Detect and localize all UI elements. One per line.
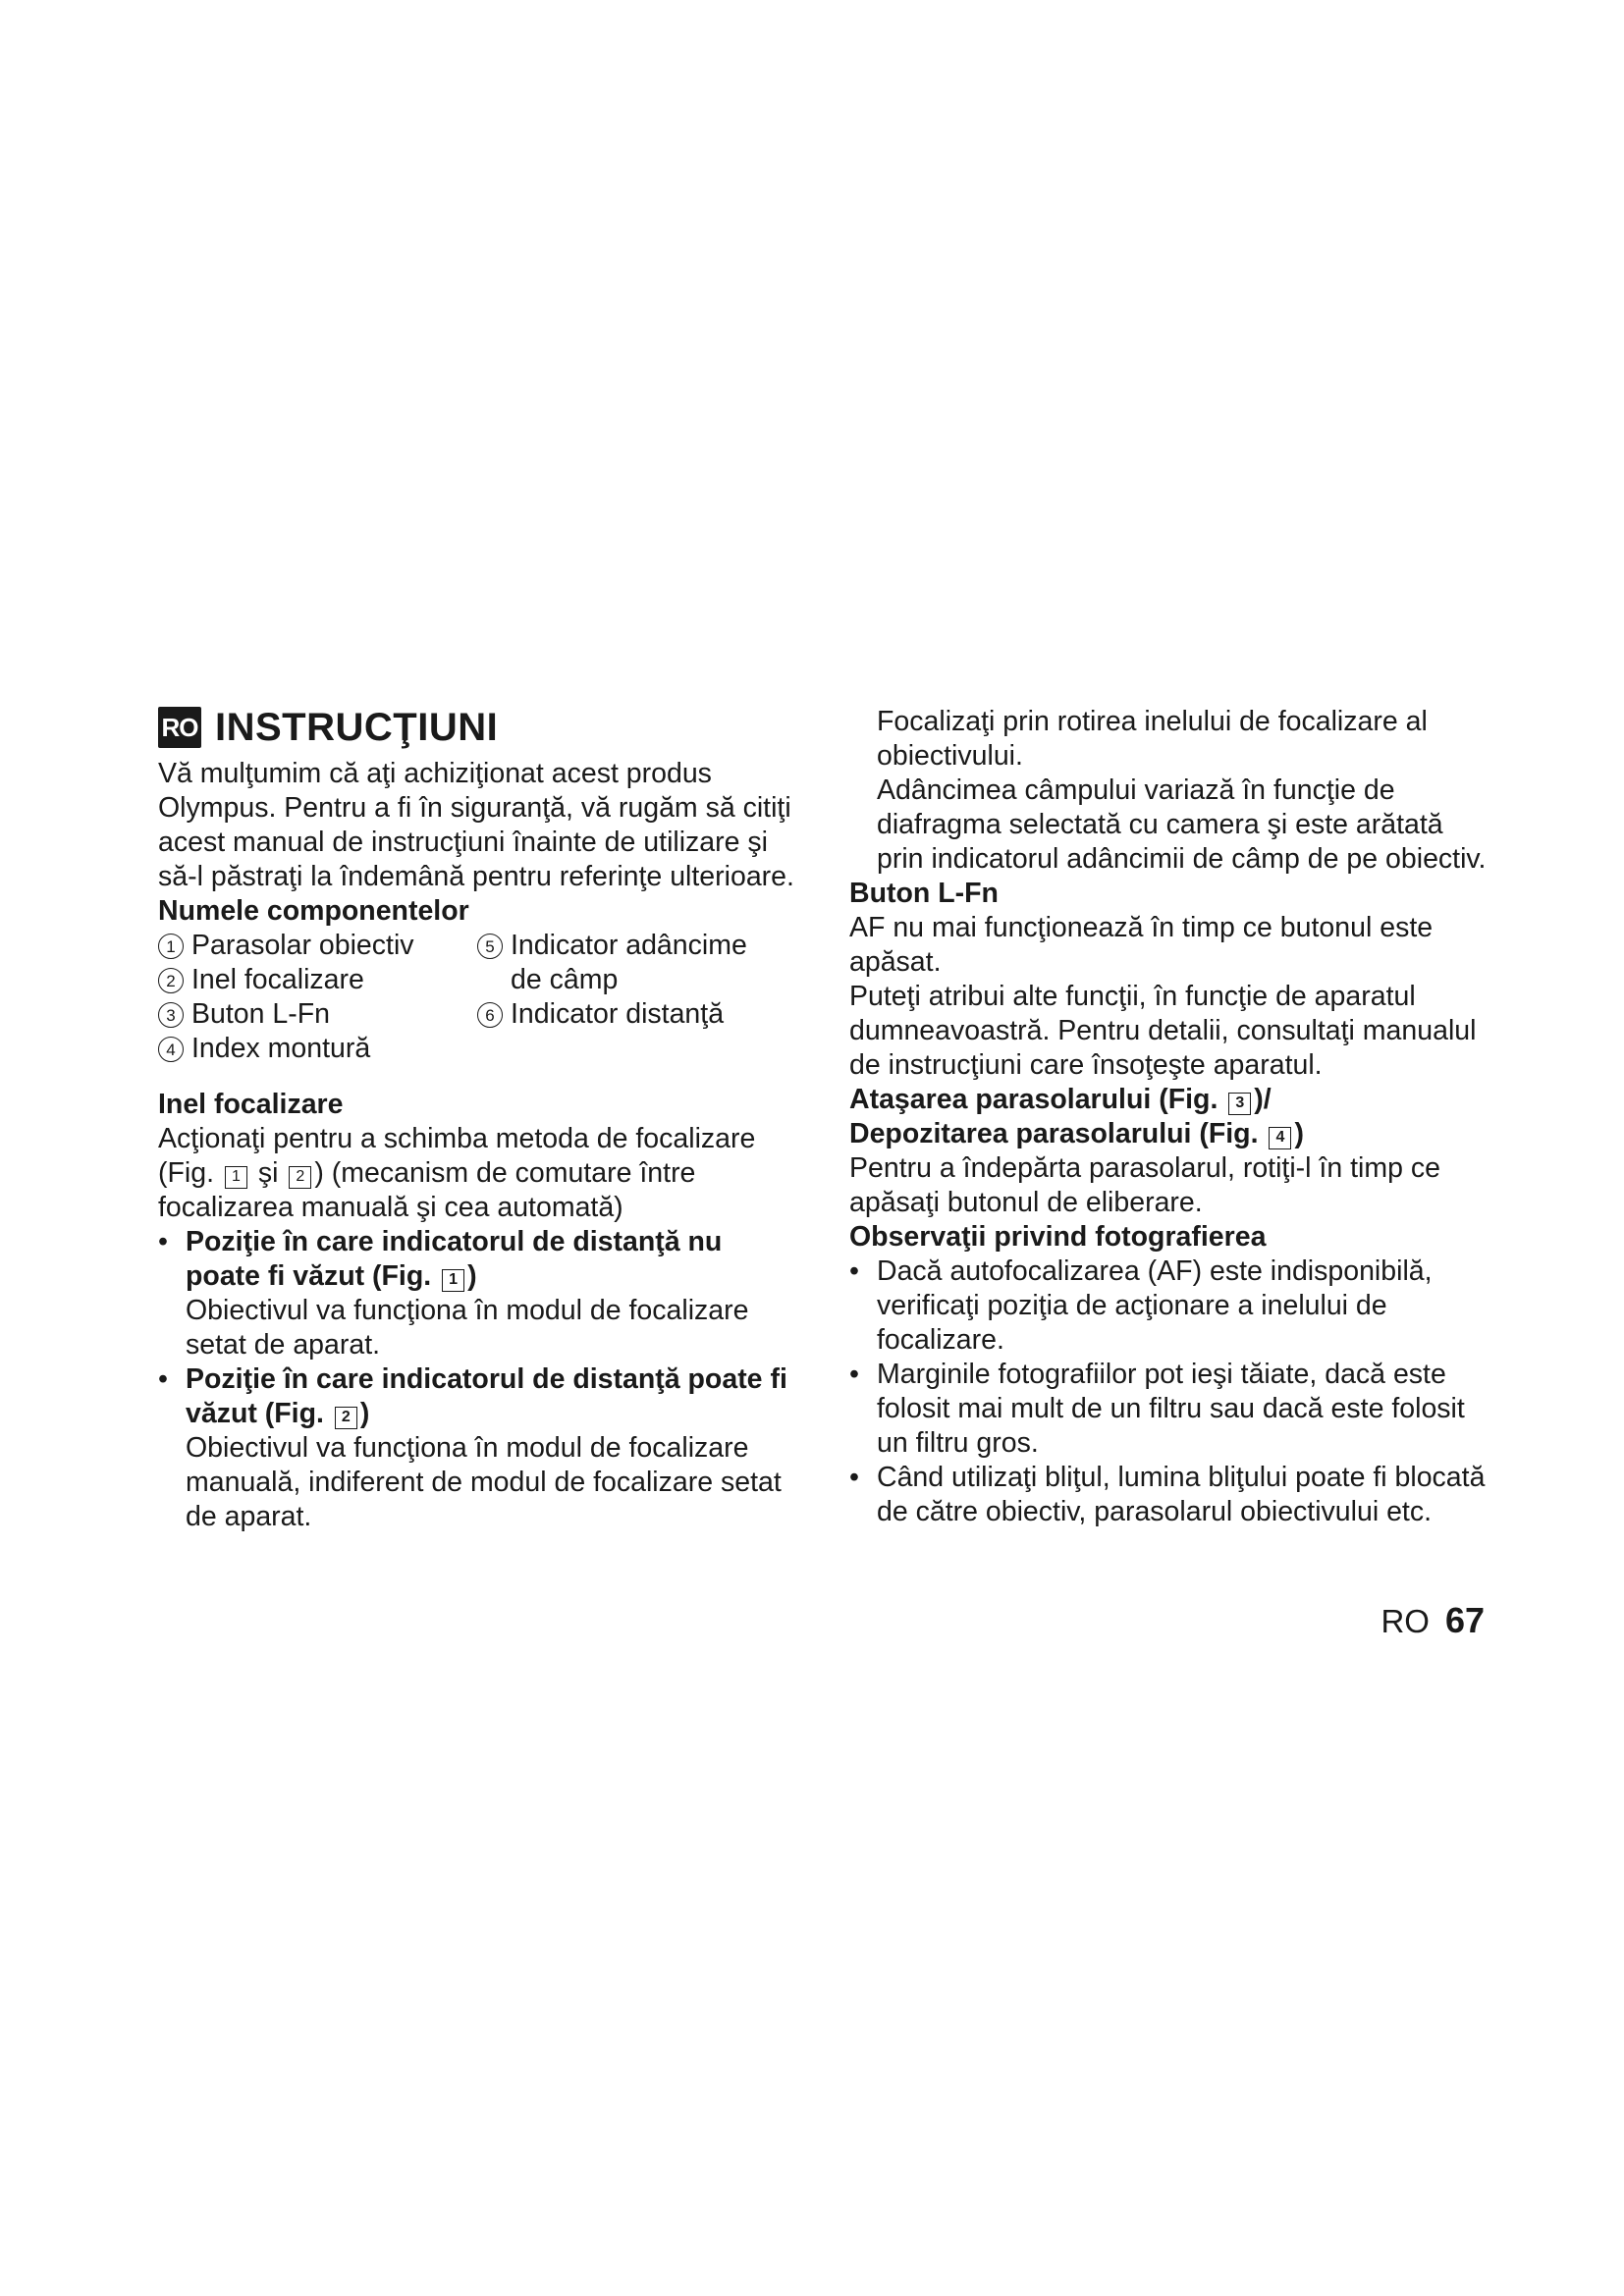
hood-heading-store-text: Depozitarea parasolarului (Fig. xyxy=(849,1118,1259,1149)
note-text-3: Când utilizaţi bliţul, lumina bliţului poate fi blocată de către obiectiv, parasolarul obiectivului etc. xyxy=(877,1462,1486,1527)
focus-ring-heading: Inel focalizare xyxy=(158,1089,344,1120)
bullet-dot: • xyxy=(849,1359,859,1390)
section-title-row xyxy=(158,702,796,753)
hood-heading-store xyxy=(849,1117,1488,1151)
focus-bullet-2-title-end: ) xyxy=(359,1398,370,1429)
component-label-4: Index montură xyxy=(191,1033,371,1064)
component-label-2: Inel focalizare xyxy=(191,964,364,995)
focus-bullet-1-body: Obiectivul va funcţiona în modul de focalizare setat de aparat. xyxy=(186,1295,749,1361)
focus-bullet-1 xyxy=(158,1225,796,1362)
page-number-value: 67 xyxy=(1444,1600,1485,1640)
focus-ring-and: şi xyxy=(257,1157,279,1189)
page-title: INSTRUCŢIUNI xyxy=(215,705,499,749)
lfn-paragraph-2: Puteţi atribui alte funcţii, în funcţie de aparatul dumneavoastră. Pentru detalii, consultaţi manualul de instrucţiuni care însoţeşte aparatul. xyxy=(849,981,1477,1081)
lfn-paragraph-1: AF nu mai funcţionează în timp ce butonul este apăsat. xyxy=(849,912,1434,978)
components-list xyxy=(158,929,796,1066)
hood-heading-attach-text: Ataşarea parasolarului (Fig. xyxy=(849,1084,1218,1115)
figure-ref-2: 2 xyxy=(289,1166,311,1189)
focus-continued xyxy=(849,705,1488,877)
hood-heading-attach xyxy=(849,1083,1488,1117)
note-item-2 xyxy=(849,1358,1488,1461)
hood-heading-attach-end: )/ xyxy=(1254,1084,1272,1115)
note-item-3 xyxy=(849,1461,1488,1529)
page-lang-code: RO xyxy=(1380,1603,1430,1639)
figure-ref-3: 3 xyxy=(1228,1093,1251,1115)
lfn-heading: Buton L-Fn xyxy=(849,878,999,909)
bullet-dot: • xyxy=(158,1226,168,1257)
hood-heading-store-end: ) xyxy=(1294,1118,1304,1149)
component-label-6: Indicator distanţă xyxy=(511,998,725,1030)
focus-continued-1: Focalizaţi prin rotirea inelului de focalizare al obiectivului. xyxy=(877,706,1428,772)
callout-number-2: 2 xyxy=(158,968,184,993)
right-column xyxy=(849,705,1488,1529)
focus-bullet-2-body: Obiectivul va funcţiona în modul de focalizare manuală, indiferent de modul de focalizare setat de aparat. xyxy=(186,1432,782,1532)
component-item-6 xyxy=(477,997,796,1032)
figure-ref-2: 2 xyxy=(335,1407,357,1429)
figure-ref-4: 4 xyxy=(1269,1127,1291,1149)
callout-number-5: 5 xyxy=(477,934,503,959)
left-column xyxy=(158,702,796,1534)
focus-bullet-2-title-text: Poziţie în care indicatorul de distanţă poate fi văzut (Fig. xyxy=(186,1363,787,1429)
focus-continued-2: Adâncimea câmpului variază în funcţie de diafragma selectată cu camera şi este arătată prin indicatorul adâncimii de câmp de pe obiectiv. xyxy=(877,774,1487,875)
component-label-5 xyxy=(511,929,747,997)
callout-number-1: 1 xyxy=(158,934,184,959)
figure-ref-1: 1 xyxy=(442,1269,464,1292)
focus-bullet-2-title xyxy=(186,1362,796,1431)
note-text-1: Dacă autofocalizarea (AF) este indisponibilă, verificaţi poziţia de acţionare a inelului de focalizare. xyxy=(877,1255,1433,1356)
notes-heading: Observaţii privind fotografierea xyxy=(849,1221,1267,1253)
focus-ring-paragraph xyxy=(158,1122,796,1225)
focus-bullet-1-title xyxy=(186,1225,796,1294)
component-label-3: Buton L-Fn xyxy=(191,998,330,1030)
intro-paragraph: Vă mulţumim că aţi achiziţionat acest produs Olympus. Pentru a fi în siguranţă, vă rugăm să citiţi acest manual de instrucţiuni înainte de utilizare şi să-l păstraţi la îndemână pentru referinţe ulterioare. xyxy=(158,758,794,892)
bullet-dot: • xyxy=(158,1363,168,1395)
component-item-2 xyxy=(158,963,477,997)
component-item-5 xyxy=(477,929,796,997)
component-label-5-line2: de câmp xyxy=(511,964,619,995)
component-label-1: Parasolar obiectiv xyxy=(191,930,414,961)
note-item-1 xyxy=(849,1255,1488,1358)
bullet-dot: • xyxy=(849,1255,859,1287)
callout-number-4: 4 xyxy=(158,1037,184,1062)
focus-ring-text-after: ) (mecanism de comutare între focalizarea manuală şi cea automată) xyxy=(158,1157,696,1223)
focus-bullet-1-title-text: Poziţie în care indicatorul de distanţă nu poate fi văzut (Fig. xyxy=(186,1226,723,1292)
note-text-2: Marginile fotografiilor pot ieşi tăiate, dacă este folosit mai mult de un filtru sau dacă este folosit un filtru gros. xyxy=(877,1359,1465,1459)
bullet-dot: • xyxy=(849,1462,859,1493)
focus-ring-text-before: Acţionaţi pentru a schimba metoda de focalizare (Fig. xyxy=(158,1123,756,1189)
hood-body: Pentru a îndepărta parasolarul, rotiţi-l în timp ce apăsaţi butonul de eliberare. xyxy=(849,1152,1440,1218)
component-item-4 xyxy=(158,1032,477,1066)
page-number xyxy=(1380,1600,1485,1641)
language-badge: RO xyxy=(158,707,201,748)
components-heading: Numele componentelor xyxy=(158,895,469,927)
focus-bullet-2 xyxy=(158,1362,796,1534)
figure-ref-1: 1 xyxy=(225,1166,247,1189)
focus-bullet-1-title-end: ) xyxy=(467,1260,477,1292)
callout-number-3: 3 xyxy=(158,1002,184,1028)
component-label-5-line1: Indicator adâncime xyxy=(511,930,747,961)
callout-number-6: 6 xyxy=(477,1002,503,1028)
component-item-3 xyxy=(158,997,477,1032)
